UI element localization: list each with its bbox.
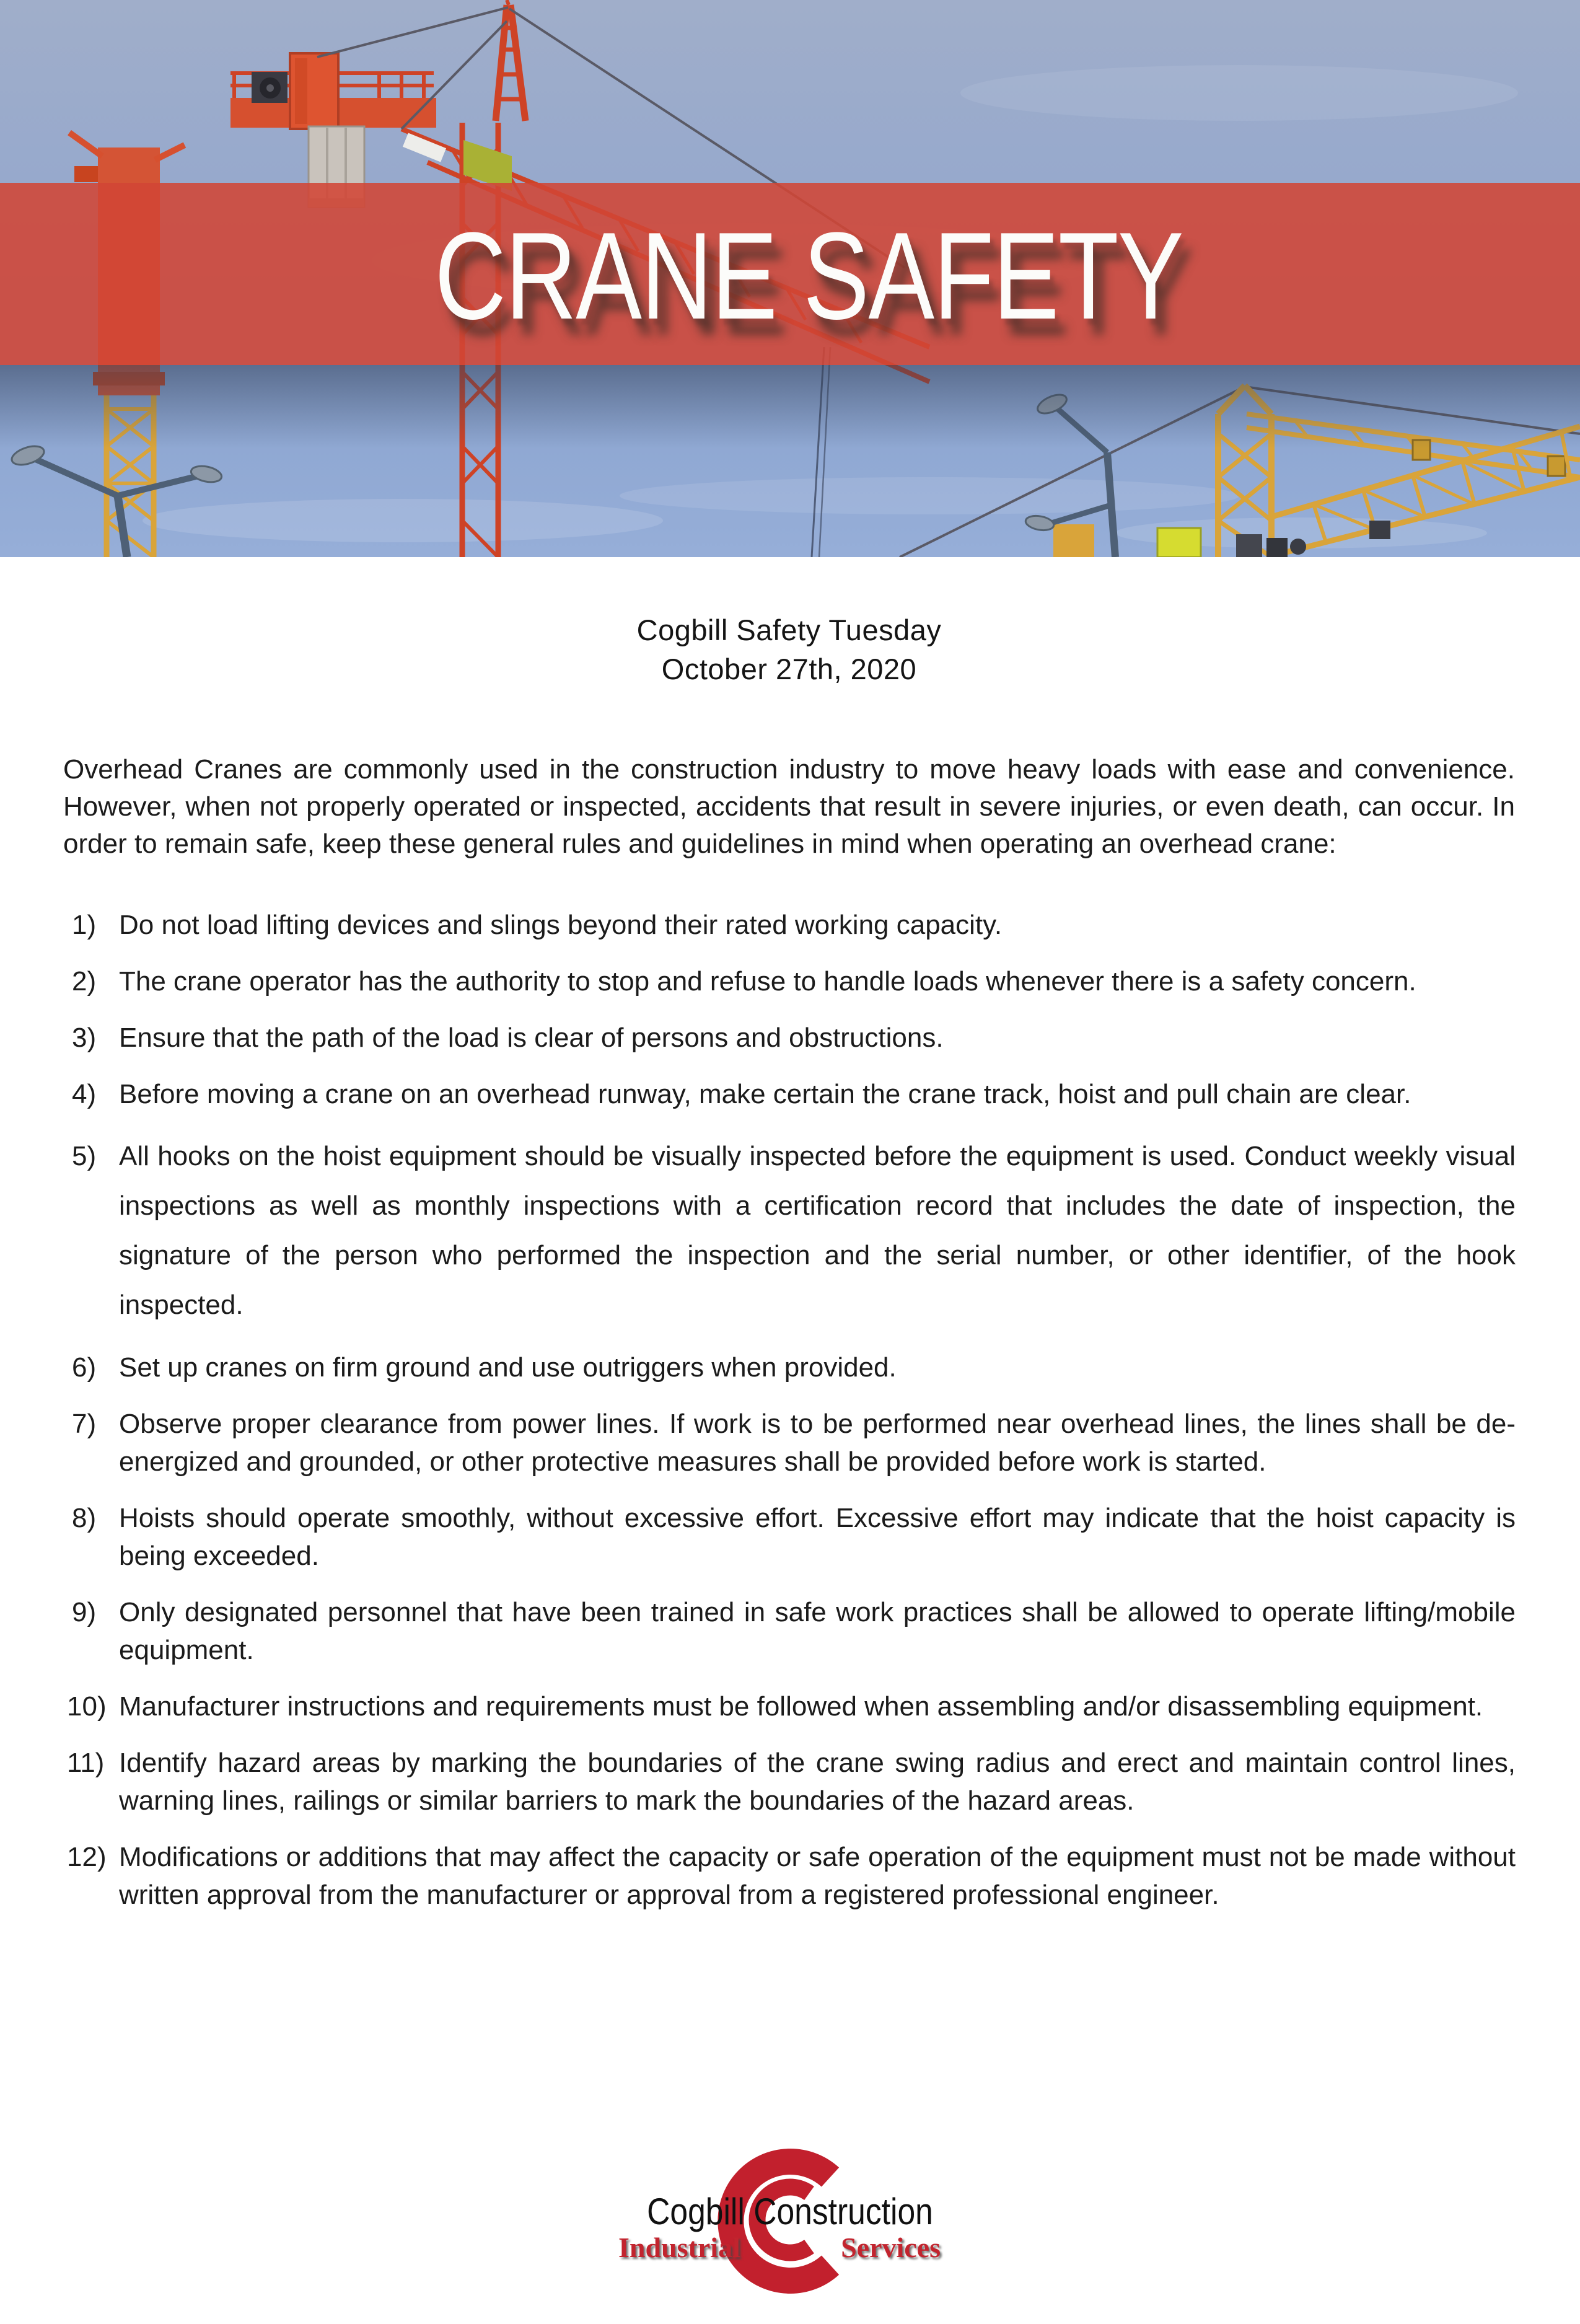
list-item-text: Hoists should operate smoothly, without excessive effort. Excessive effort may indicate that the hoist capacity is being exceeded. bbox=[119, 1503, 1516, 1571]
list-item bbox=[67, 1744, 1516, 1820]
heading-line2: October 27th, 2020 bbox=[661, 653, 917, 685]
list-item-text: The crane operator has the authority to stop and refuse to handle loads whenever there is a safety concern. bbox=[119, 966, 1416, 997]
list-item-number: 6) bbox=[72, 1352, 97, 1383]
list-item-number: 12) bbox=[67, 1842, 107, 1872]
list-item-text: Manufacturer instructions and requirements must be followed when assembling and/or disassembling equipment. bbox=[119, 1691, 1483, 1722]
list-item bbox=[67, 1688, 1516, 1725]
list-item-number: 11) bbox=[67, 1748, 105, 1778]
list-item bbox=[72, 1405, 1516, 1481]
list-item bbox=[72, 1132, 1516, 1330]
list-item bbox=[72, 962, 1516, 1000]
safety-rules-list bbox=[67, 906, 1516, 1932]
list-item-number: 3) bbox=[72, 1023, 97, 1053]
list-item-number: 10) bbox=[67, 1691, 107, 1722]
list-item-number: 7) bbox=[72, 1409, 97, 1439]
list-item-text: Do not load lifting devices and slings beyond their rated working capacity. bbox=[119, 910, 1003, 940]
list-item bbox=[72, 1593, 1516, 1669]
title-banner bbox=[0, 183, 1580, 365]
list-item-number: 1) bbox=[72, 910, 97, 940]
list-item-text: Observe proper clearance from power lines. If work is to be performed near overhead lines, the lines shall be de-energized and grounded, or other protective measures shall be provided before work is started. bbox=[119, 1409, 1516, 1477]
list-item-text: Modifications or additions that may affect the capacity or safe operation of the equipment must not be made without written approval from the manufacturer or approval from a registered professional engineer. bbox=[119, 1842, 1516, 1910]
list-item-number: 2) bbox=[72, 966, 97, 997]
list-item-text: Ensure that the path of the load is clear of persons and obstructions. bbox=[119, 1023, 944, 1053]
logo-subtitle-services: Services bbox=[841, 2232, 941, 2263]
page-title: CRANE SAFETY bbox=[434, 207, 1183, 345]
logo-wordmark: Cogbill Construction bbox=[647, 2191, 933, 2232]
list-item-text: Identify hazard areas by marking the boundaries of the crane swing radius and erect and maintain control lines, warning lines, railings or similar barriers to mark the boundaries of the hazard areas. bbox=[119, 1748, 1516, 1816]
list-item-text: Set up cranes on firm ground and use outriggers when provided. bbox=[119, 1352, 897, 1383]
logo-subtitle-industrial: Industrial bbox=[618, 2232, 740, 2263]
list-item-number: 4) bbox=[72, 1079, 97, 1109]
list-item bbox=[72, 1019, 1516, 1057]
list-item bbox=[72, 1075, 1516, 1113]
list-item-number: 8) bbox=[72, 1503, 97, 1533]
list-item-number: 9) bbox=[72, 1597, 97, 1627]
list-item-text: All hooks on the hoist equipment should be visually inspected before the equipment is used. Conduct weekly visual inspections as well as monthly inspections with a certification record that includes the date of inspection, the signature of the person who performed the inspection and the serial number, or other identifier, of the hook inspected. bbox=[119, 1141, 1516, 1320]
list-item bbox=[72, 1349, 1516, 1386]
list-item-text: Before moving a crane on an overhead runway, make certain the crane track, hoist and pull chain are clear. bbox=[119, 1079, 1411, 1109]
intro-paragraph: Overhead Cranes are commonly used in the construction industry to move heavy loads with ease and convenience. However, when not properly operated or inspected, accidents that result in severe injuries, or even death, can occur. In order to remain safe, keep these general rules and guidelines in mind when operating an overhead crane: bbox=[63, 754, 1515, 859]
company-logo bbox=[613, 2137, 967, 2310]
logo-subtitle-row bbox=[618, 2231, 941, 2264]
heading-line1: Cogbill Safety Tuesday bbox=[636, 614, 942, 646]
banner-shadow bbox=[0, 365, 1580, 449]
list-item bbox=[67, 1838, 1516, 1914]
list-item bbox=[72, 906, 1516, 944]
list-item bbox=[72, 1499, 1516, 1575]
document-heading bbox=[63, 610, 1515, 689]
list-item-number: 5) bbox=[72, 1141, 97, 1171]
list-item-text: Only designated personnel that have been trained in safe work practices shall be allowed to operate lifting/mobile equipment. bbox=[119, 1597, 1516, 1665]
